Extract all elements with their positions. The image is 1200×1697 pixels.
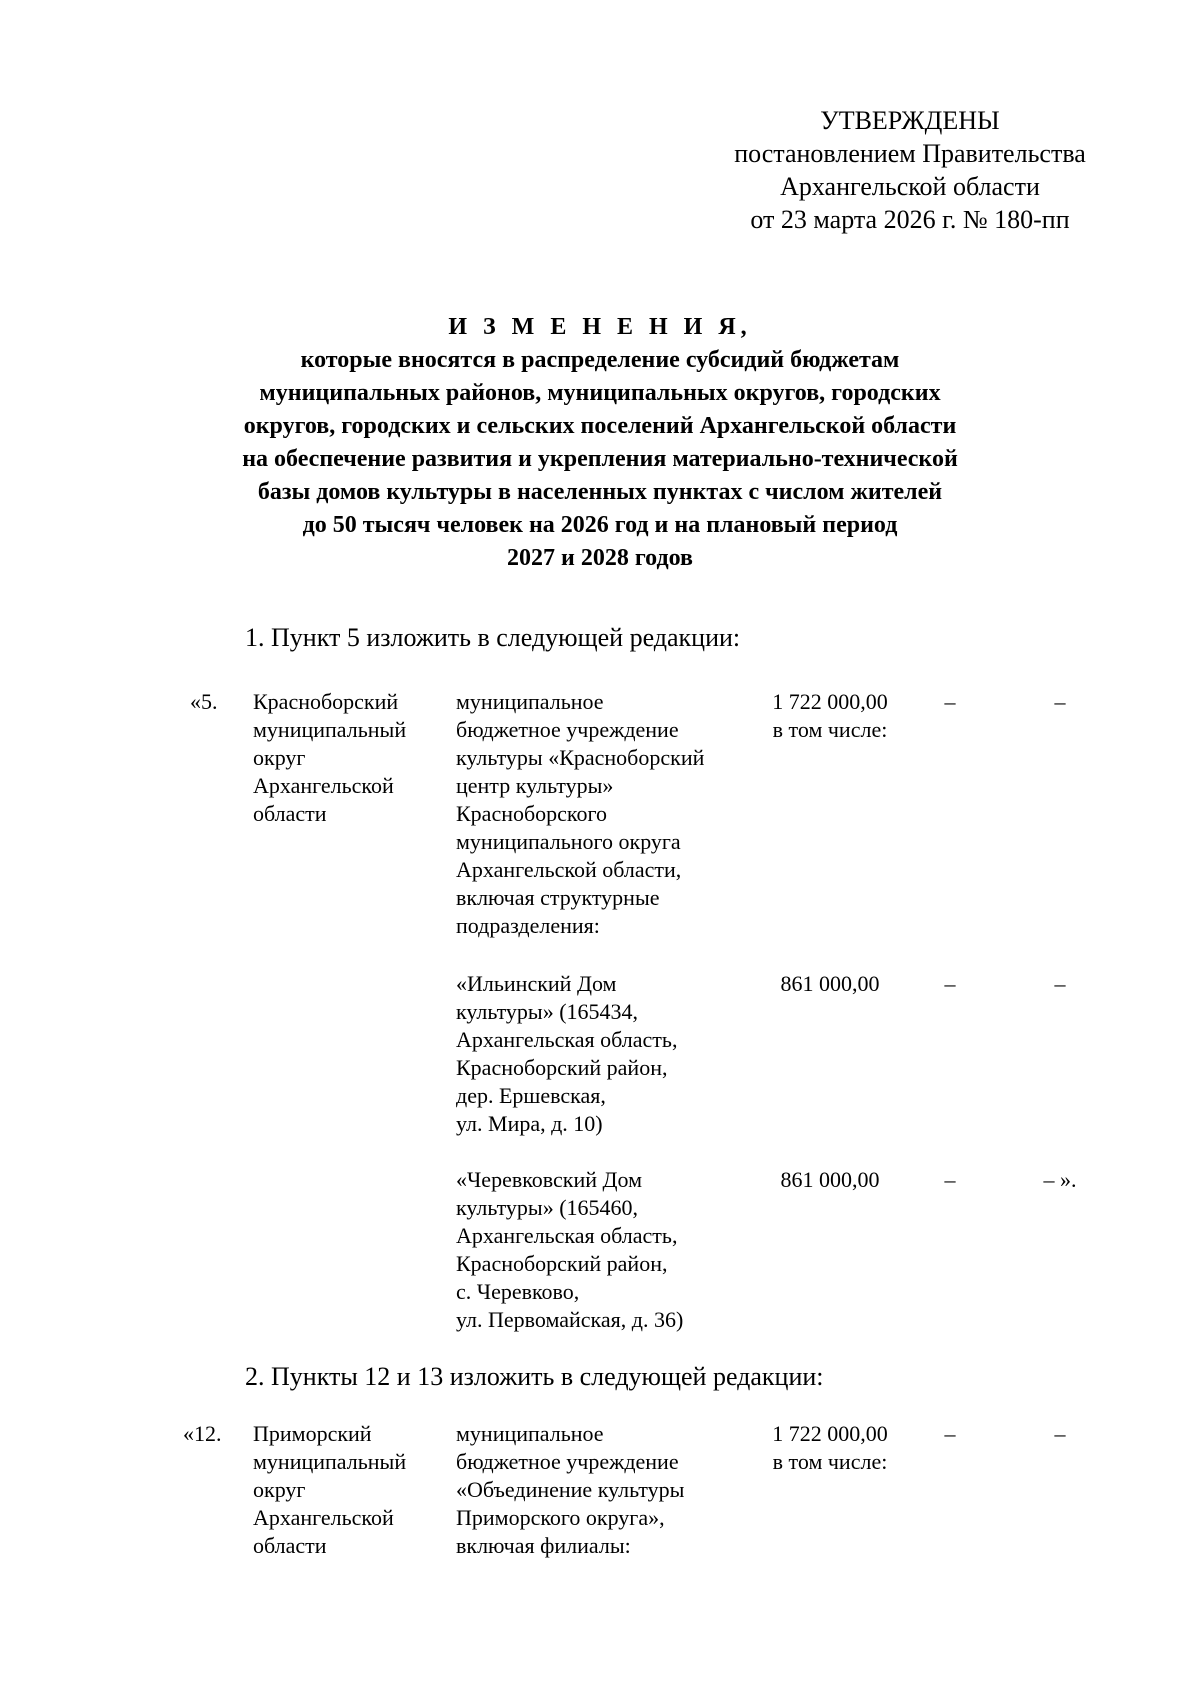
approval-block <box>700 104 1120 236</box>
amount-2028: – <box>1054 1421 1066 1446</box>
amount-2028: – <box>1054 689 1066 714</box>
approval-title: УТВЕРЖДЕНЫ <box>820 106 1000 135</box>
amount-2028: – ». <box>1043 1167 1077 1192</box>
section-2-heading: 2. Пункты 12 и 13 изложить в следующей редакции: <box>245 1362 824 1391</box>
institution-name: «Черевковский Дом культуры» (165460, Архангельская область, Красноборский район, с. Черевково, ул. Первомайская, д. 36) <box>456 1167 684 1332</box>
title-line: базы домов культуры в населенных пунктах с числом жителей <box>257 479 943 505</box>
amount-2026: 1 722 000,00 в том числе: <box>772 1421 888 1474</box>
amount-2027: – <box>944 1421 956 1446</box>
row-number: «12. <box>183 1421 222 1446</box>
amount-2027: – <box>944 689 956 714</box>
municipality-name: Приморский муниципальный округ Архангельской области <box>253 1421 407 1558</box>
amount-2027: – <box>944 971 956 996</box>
institution-name: муниципальное бюджетное учреждение «Объединение культуры Приморского округа», включая филиалы: <box>456 1421 685 1558</box>
amount-2026: 1 722 000,00 в том числе: <box>772 689 888 742</box>
row-number: «5. <box>190 689 218 714</box>
approval-region: Архангельской области <box>780 172 1040 201</box>
institution-name: муниципальное бюджетное учреждение культуры «Красноборский центр культуры» Красноборского муниципального округа Архангельской области, включая структурные подразделения: <box>456 689 705 938</box>
institution-name: «Ильинский Дом культуры» (165434, Архангельская область, Красноборский район, дер. Ершевская, ул. Мира, д. 10) <box>456 971 678 1136</box>
title-line: до 50 тысяч человек на 2026 год и на плановый период <box>302 512 898 538</box>
municipality-name: Красноборский муниципальный округ Архангельской области <box>253 689 407 826</box>
amount-2027: – <box>944 1167 956 1192</box>
approval-date-number: от 23 марта 2026 г. № 180-пп <box>750 205 1070 234</box>
amount-2026: 861 000,00 <box>780 971 880 996</box>
document-title <box>170 311 1030 575</box>
document-heading: И З М Е Н Е Н И Я, <box>448 314 752 340</box>
approval-authority: постановлением Правительства <box>734 139 1086 168</box>
title-line: на обеспечение развития и укрепления материально-технической <box>242 446 958 472</box>
amount-2026: 861 000,00 <box>780 1167 880 1192</box>
title-line: муниципальных районов, муниципальных округов, городских <box>259 380 941 406</box>
title-line: 2027 и 2028 годов <box>507 545 693 571</box>
title-line: которые вносятся в распределение субсидий бюджетам <box>300 347 900 373</box>
amount-2028: – <box>1054 971 1066 996</box>
section-1-heading: 1. Пункт 5 изложить в следующей редакции: <box>245 623 741 652</box>
title-line: округов, городских и сельских поселений Архангельской области <box>243 413 957 439</box>
